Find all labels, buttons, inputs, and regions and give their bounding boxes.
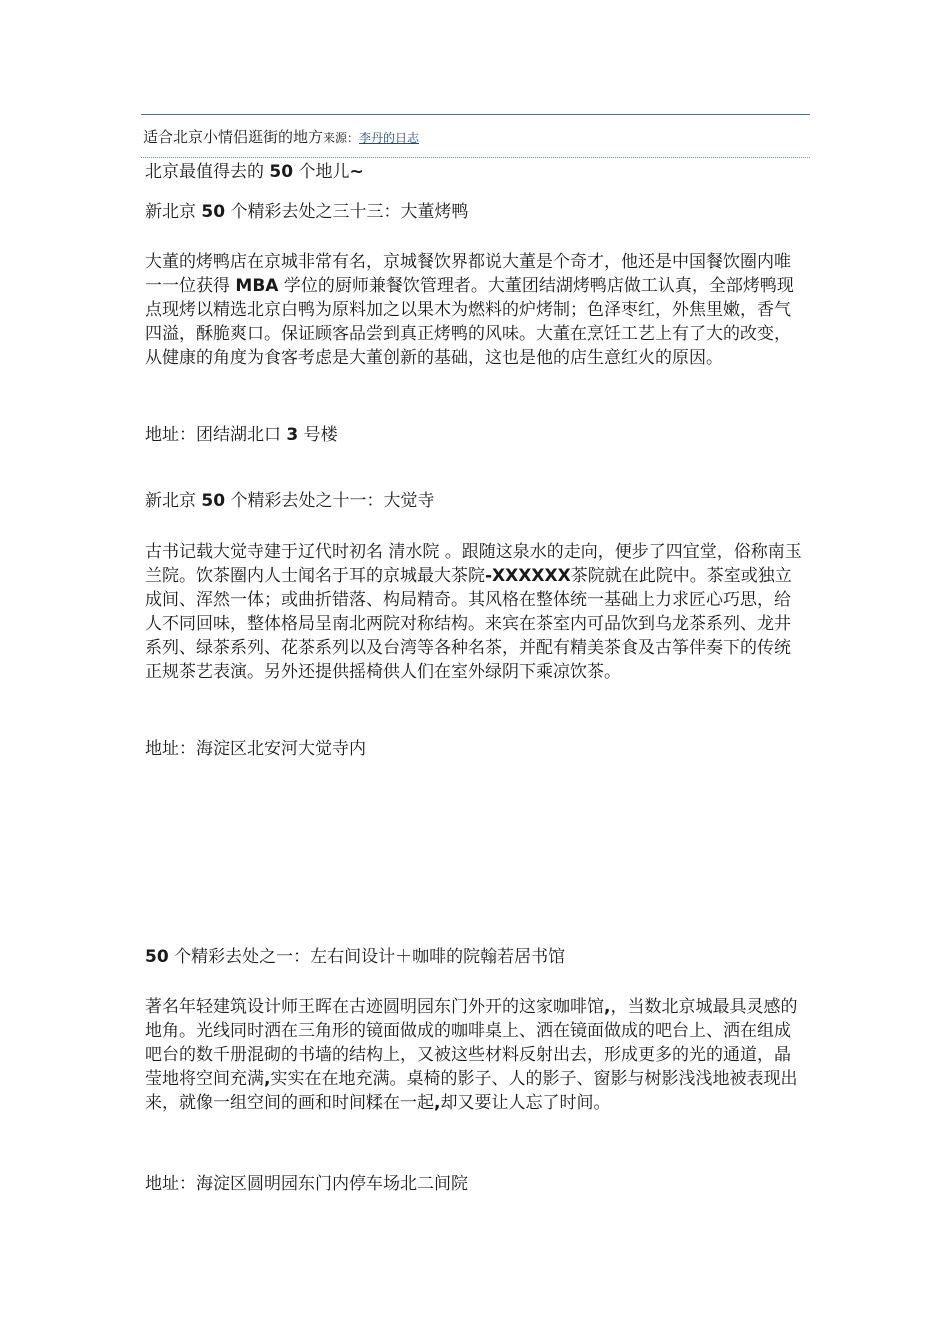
section-1-address-suffix: 号楼 [298,425,338,445]
section-3-address-text: 地址：海淀区圆明园东门内停车场北二间院 [145,1174,468,1194]
section-2-heading-title: 个精彩去处之十一：大觉寺 [225,491,435,511]
section-2-redacted-name: -XXXXXX [485,566,571,586]
intro-tilde: ~ [349,162,364,182]
section-3-text-c: ，当数北京城最具灵感的地角。光线同时洒在三角形的镜面做成的咖啡桌上、洒在镜面做成的吧台上、洒在组成吧台的数千册混砌的书墙的结构上，又被这些材料反射出去，形成更多的光的通道，晶莹地将空间充满 [145,997,798,1089]
section-3-comma-3: , [434,1093,441,1113]
section-3-address [145,1172,807,1196]
section-1-address [145,423,807,447]
article-title: 适合北京小情侣逛街的地方 [143,128,324,146]
section-3-paragraph [145,995,807,1115]
source-link[interactable]: 李丹的日志 [359,131,420,145]
intro-text: 北京最值得去的 [145,162,270,182]
section-3-comma-2: , [264,1069,271,1089]
intro-heading [145,160,807,184]
section-1-heading [145,200,807,224]
section-1-text-c: 学位的厨师兼餐饮管理者。大董团结湖烤鸭店做工认真，全部烤鸭现点现烤以精选北京白鸭为原料加之以果木为燃料的炉烤制；色泽枣红，外焦里嫩，香气四溢，酥脆爽口。保证顾客品尝到真正烤鸭的风味。大董在烹饪工艺上有了大的改变，从健康的角度为食客考虑是大董创新的基础，这也是他的店生意红火的原因。 [145,276,794,368]
section-1-mba: MBA [235,276,279,296]
section-2-heading [145,489,807,513]
section-3-heading [145,945,807,969]
header-bottom-rule [141,157,810,158]
section-2-heading-number: 50 [201,491,226,511]
section-1-address-number: 3 [286,425,299,445]
section-1-address-text: 地址：团结湖北口 [145,425,287,445]
section-2-address [145,737,807,761]
section-1-heading-text: 新北京 [145,202,202,222]
section-2-address-text: 地址：海淀区北安河大觉寺内 [145,739,366,759]
section-3-text-g: 却又要让人忘了时间。 [440,1093,611,1113]
section-3-comma-1: , [604,997,611,1017]
header-top-rule [141,114,810,115]
source-label: 来源： [323,131,360,145]
section-3-heading-title: 个精彩去处之一：左右间设计＋咖啡的院翰若居书馆 [168,947,566,967]
section-1-heading-title: 个精彩去处之三十三：大董烤鸭 [225,202,469,222]
section-2-paragraph [145,540,807,684]
section-2-text-c: 茶院就在此院中。茶室或独立成间、浑然一体；或曲折错落、构局精奇。其风格在整体统一基础上力求匠心巧思，给人不同回味，整体格局呈南北两院对称结构。来宾在茶室内可品饮到乌龙茶系列、龙井系列、绿茶系列、花茶系列以及台湾等各种名茶，并配有精美茶食及古筝伴奏下的传统正规茶艺表演。另外还提供摇椅供人们在室外绿阴下乘凉饮茶。 [145,566,792,682]
section-2-text-a: 古书记载大觉寺建于辽代时初名 清水院 。跟随这泉水的走向，便步了四宜堂，俗称南玉兰院。饮茶圈内人士闻名于耳的京城最大茶院 [145,542,802,586]
article-header [143,126,419,147]
section-1-heading-number: 50 [201,202,226,222]
intro-number: 50 [269,162,294,182]
intro-text-2: 个地儿 [293,162,350,182]
section-1-text-a: 大董的烤鸭店在京城非常有名，京城餐饮界都说大董是个奇才，他还是中国餐饮圈内唯一一位获得 [145,252,791,296]
section-3-heading-number: 50 [145,947,169,967]
section-3-text-e: 实实在在地充满。桌椅的影子、人的影子、窗影与树影浅浅地被表现出来，就像一组空间的画和时间糅在一起 [145,1069,798,1113]
section-3-text-a: 著名年轻建筑设计师王晖在古迹圆明园东门外开的这家咖啡馆 [145,997,604,1017]
section-1-paragraph [145,250,807,370]
section-2-heading-text: 新北京 [145,491,202,511]
